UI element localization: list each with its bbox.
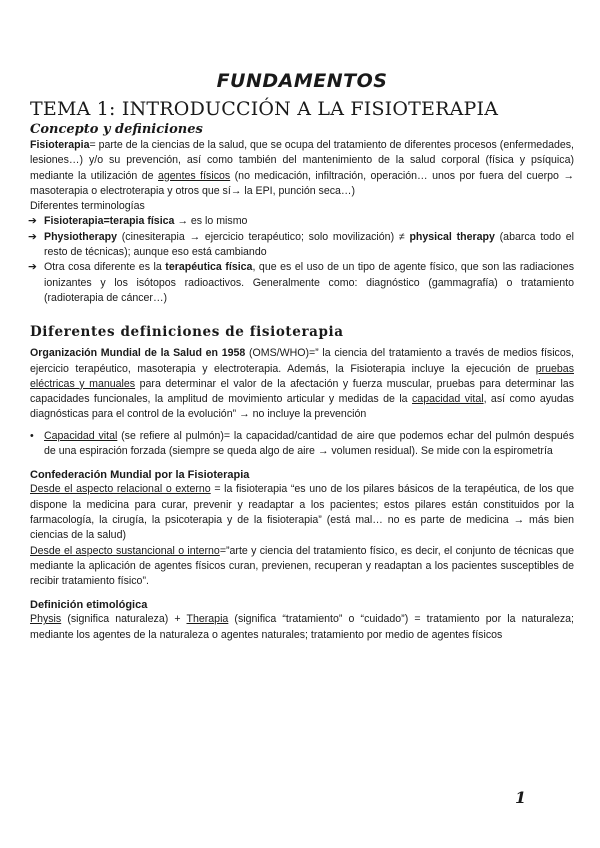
- list-item: ➔ Otra cosa diferente es la terapéutica física, que es el uso de un tipo de agente físico, que son las radiaciones ionizantes y los isótopos radioactivos. Generalmente como: diagnóstico (gammagrafía) o tratamiento (radioterapia de cáncer…): [28, 261, 574, 304]
- confederacion-heading: Confederación Mundial por la Fisioterapia: [30, 469, 250, 482]
- list-item: ➔ Fisioterapia=terapia física → es lo mismo: [30, 214, 574, 229]
- document-title: FUNDAMENTOS: [216, 70, 388, 92]
- definiciones-heading: Diferentes definiciones de fisioterapia: [30, 324, 344, 341]
- capacidad-list: [30, 429, 574, 460]
- tema-heading: TEMA 1: INTRODUCCIÓN A LA FISIOTERAPIA: [30, 98, 499, 120]
- capacidad-vital-link: capacidad vital: [412, 393, 484, 406]
- fisioterapia-term: Fisioterapia: [30, 139, 90, 151]
- agentes-fisicos-link: agentes físicos: [158, 169, 231, 182]
- arrow-icon: ➔: [28, 230, 37, 243]
- terminologias-label: Diferentes terminologías: [30, 200, 145, 213]
- terminologias-list: [30, 214, 574, 306]
- arrow-icon: ➔: [28, 215, 37, 228]
- oms-definition: Organización Mundial de la Salud en 1958 (OMS/WHO)=” la ciencia del tratamiento a través de medios físicos, ejercicio terapéutico, masoterapia y electroterapia. Además, la Fisioterapia incluye la ejecución de pruebas eléctricas y manuales para determinar el valor de la afectación y fuerza muscular, pruebas para determinar las capacidades funcionales, la amplitud de movimiento articular y medidas de la capacidad vital, así como ayudas diagnósticas para el control de la evolución” → no incluye la prevención: [30, 347, 574, 421]
- concepto-heading: Concepto y definiciones: [30, 122, 203, 137]
- fisioterapia-definition: Fisioterapia= parte de la ciencias de la salud, que se ocupa del tratamiento de diferentes procesos (enfermedades, lesiones…) y/o su prevención, así como también del mantenimiento de la salud corporal (física y psíquica) mediante la utilización de agentes físicos (no medicación, infiltración, operación… unos por fuera del cuerpo → masoterapia o electroterapia y otros que sí→ la EPI, punción seca…): [30, 139, 574, 197]
- etimologica-definition: Physis (significa naturaleza) + Therapia (significa “tratamiento” o “cuidado”) = tratamiento por la naturaleza; mediante los agentes de la naturaleza o agentes naturales; tratamiento por medio de agentes físicos: [30, 613, 575, 641]
- list-item: • Capacidad vital (se refiere al pulmón)= la capacidad/cantidad de aire que podemos echar del pulmón después de una espiración forzada (siempre se queda algo de aire → volumen residual). Se mide con la espirometría: [30, 429, 574, 458]
- etimologica-heading: Definición etimológica: [30, 599, 148, 612]
- bullet-icon: •: [30, 429, 34, 442]
- confederacion-relacional: Desde el aspecto relacional o externo = la fisioterapia “es uno de los pilares básicos de la terapéutica, de los que dispone la medicina para curar, prevenir y readaptar a los pacientes; estos pilares están constituidos por la farmacología, la cirugía, la psicoterapia y de la fisioterapia” (está mal… no es parte de medicina → más bien ciencias de la salud): [30, 483, 574, 542]
- document-page: [30, 70, 574, 643]
- page-number: 1: [515, 788, 527, 807]
- pruebas-link: pruebas eléctricas y manuales: [30, 362, 574, 390]
- arrow-icon: ➔: [28, 261, 37, 274]
- confederacion-sustancional: Desde el aspecto sustancional o interno=”arte y ciencia del tratamiento físico, es decir, el conjunto de técnicas que mediante la aplicación de agentes físicos curan, previenen, recuperan y readaptan a los pacientes susceptibles de recibir tratamiento físico”.: [30, 544, 574, 588]
- list-item: ➔ Physiotherapy (cinesiterapia → ejercicio terapéutico; solo movilización) ≠ physical therapy (abarca todo el resto de técnicas); aunque eso está cambiando: [28, 230, 574, 259]
